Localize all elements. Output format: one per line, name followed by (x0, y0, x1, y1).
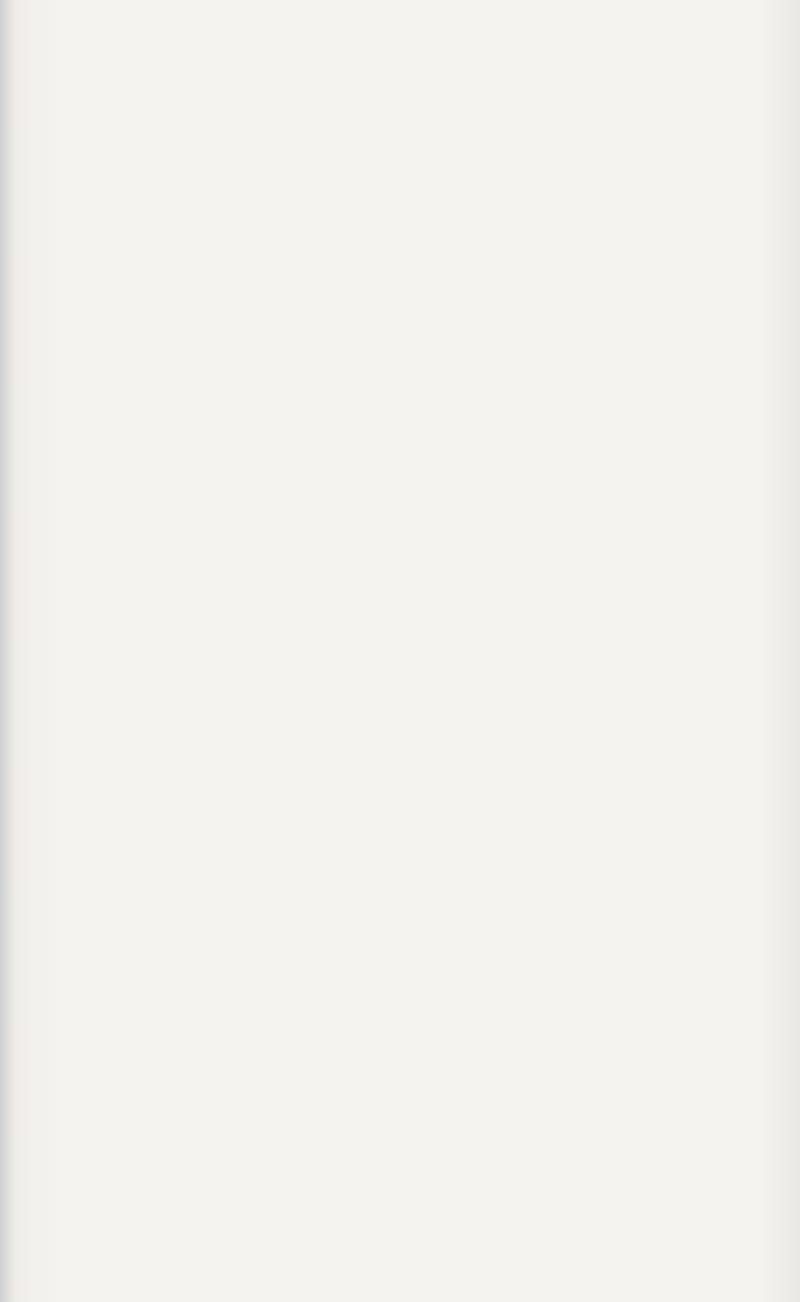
page-header (0, 55, 800, 79)
drop-capital (22, 146, 62, 196)
